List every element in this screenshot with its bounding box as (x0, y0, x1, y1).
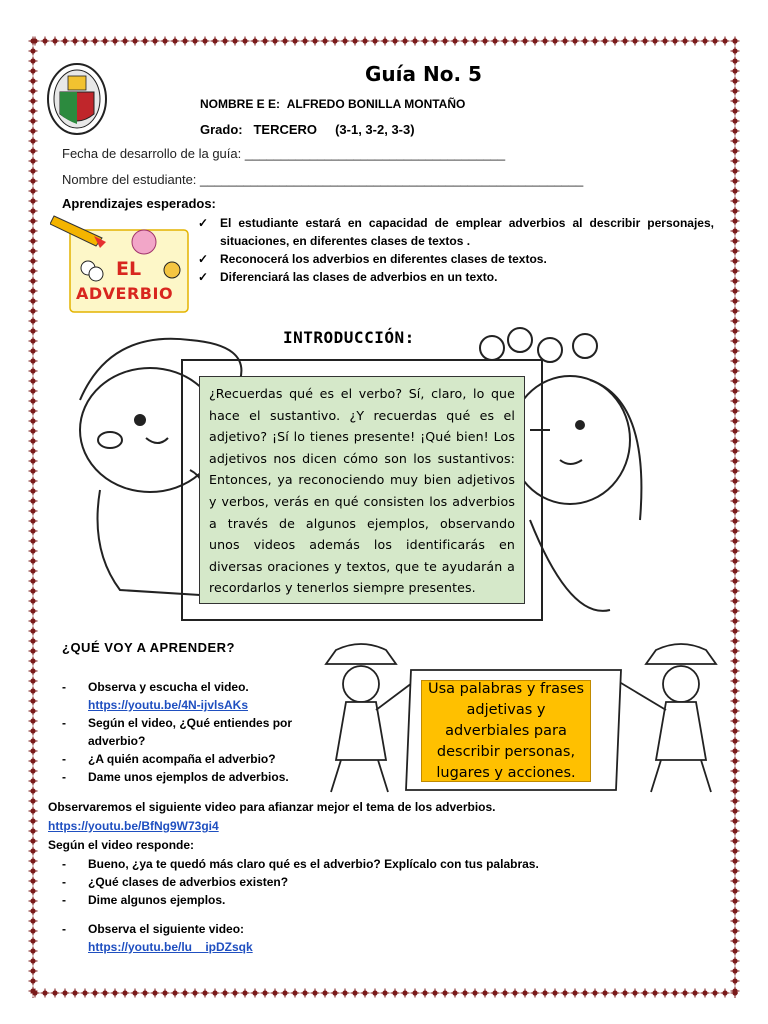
student-label: Nombre del estudiante: (62, 172, 197, 187)
decorative-border-right (730, 36, 740, 998)
decorative-border-bottom (30, 988, 738, 998)
list-dash: - (62, 716, 66, 730)
teacher-label: NOMBRE E E: (200, 97, 281, 111)
list-item-text: Observa el siguiente video: (88, 922, 245, 936)
list-dash: - (62, 875, 66, 889)
check-icon: ✓ (198, 270, 209, 284)
followup-intro: Observaremos el siguiente video para afianzar mejor el tema de los adverbios. (48, 800, 496, 814)
grade-groups: (3-1, 3-2, 3-3) (335, 122, 415, 137)
date-blank: ____________________________________ (244, 146, 506, 161)
list-item (62, 714, 312, 750)
school-crest-image (46, 62, 108, 136)
guide-title: Guía No. 5 (365, 62, 482, 86)
followup-respond: Según el video responde: (48, 838, 195, 852)
expected-item-text: Diferenciará las clases de adverbios en un texto. (220, 270, 498, 284)
list-dash: - (62, 857, 66, 871)
adverb-card-line2: ADVERBIO (76, 284, 174, 303)
expected-item (198, 250, 714, 268)
teacher-line (200, 97, 465, 111)
expected-item-text: El estudiante estará en capacidad de emplear adverbios al describir personajes, situaciones, en diferentes clases de textos . (220, 216, 714, 248)
list-item (62, 891, 702, 909)
list-item-text: Bueno, ¿ya te quedó más claro qué es el adverbio? Explícalo con tus palabras. (88, 857, 539, 871)
decorative-border-left (28, 36, 38, 998)
video-link-2[interactable]: https://youtu.be/BfNg9W73gi4 (48, 819, 219, 833)
followup-list (62, 855, 702, 909)
list-item-text: ¿Qué clases de adverbios existen? (88, 875, 289, 889)
list-dash: - (62, 752, 66, 766)
learn-title: ¿QUÉ VOY A APRENDER? (62, 640, 236, 655)
student-blank: _____________________________________________________ (200, 172, 584, 187)
check-icon: ✓ (198, 216, 209, 230)
list-item (62, 750, 312, 768)
list-item (62, 920, 462, 956)
teacher-name: ALFREDO BONILLA MONTAÑO (286, 97, 466, 111)
list-item-text: ¿A quién acompaña el adverbio? (88, 752, 276, 766)
grade-line (200, 122, 415, 137)
list-dash: - (62, 893, 66, 907)
expected-item (198, 214, 714, 250)
check-icon: ✓ (198, 252, 209, 266)
next-video-list (62, 920, 462, 956)
list-item (62, 873, 702, 891)
list-dash: - (62, 770, 66, 784)
grade-value: TERCERO (253, 122, 318, 137)
list-item (62, 678, 312, 714)
adverb-card-line1: EL (116, 258, 142, 280)
list-item-text: Dime algunos ejemplos. (88, 893, 226, 907)
list-item-text: Según el video, ¿Qué entiendes por adverbio? (88, 716, 293, 748)
callout-box: Usa palabras y frases adjetivas y adverbiales para describir personas, lugares y acciones. (421, 680, 591, 782)
intro-text-box: ¿Recuerdas qué es el verbo? Sí, claro, lo que hace el sustantivo. ¿Y recuerdas qué es el adjetivo? ¡Sí lo tienes presente! ¡Qué bien! Los adjetivos nos dicen cómo son los sustantivos: Entonces, ya reconociendo muy bien adjetivos y verbos, verás en qué consisten los adverbios a través de algunos ejemplos, observando unos videos además los identificarás en diversas oraciones y textos, que te ayudarán a recordarlos y tenerlos siempre presentes. (199, 376, 525, 604)
video-link-1[interactable]: https://youtu.be/4N-ijvlsAKs (88, 698, 249, 712)
video-link-3[interactable]: https://youtu.be/lu ipDZsqk (88, 940, 253, 954)
list-dash: - (62, 922, 66, 936)
intro-title: INTRODUCCIÓN: (283, 328, 415, 347)
list-dash: - (62, 680, 66, 694)
list-item (62, 768, 312, 786)
list-item (62, 855, 702, 873)
list-item-text: Observa y escucha el video. (88, 680, 249, 694)
expected-list (198, 214, 714, 286)
student-field (62, 172, 583, 187)
learn-list (62, 678, 312, 786)
expected-title: Aprendizajes esperados: (62, 196, 216, 211)
adverb-illustration (50, 212, 190, 314)
date-label: Fecha de desarrollo de la guía: (62, 146, 242, 161)
expected-item-text: Reconocerá los adverbios en diferentes clases de textos. (220, 252, 547, 266)
decorative-border-top (30, 36, 738, 46)
date-field (62, 146, 505, 161)
list-item-text: Dame unos ejemplos de adverbios. (88, 770, 289, 784)
grade-label: Grado: (200, 122, 243, 137)
expected-item (198, 268, 714, 286)
